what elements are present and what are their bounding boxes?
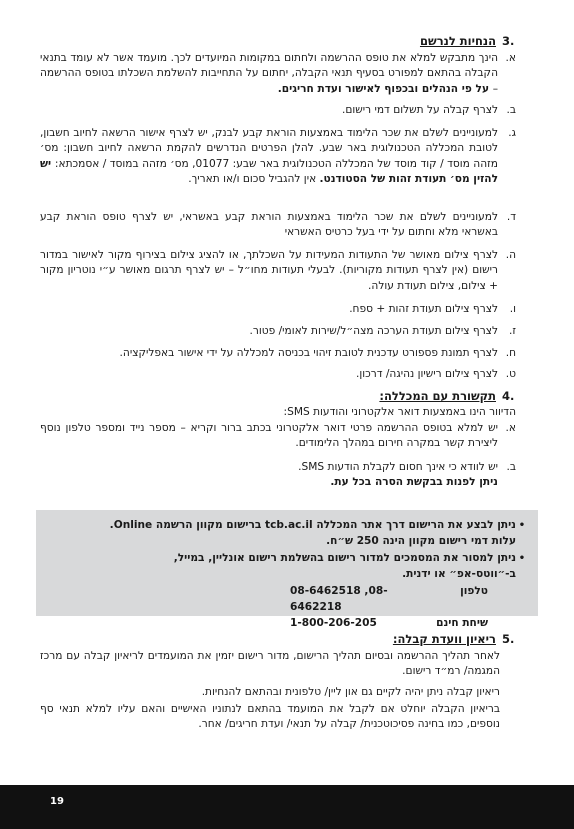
page-number: 19	[50, 796, 64, 807]
item-text: לצרף תמונת פספורט עדכנית לטובת זיהוי בכניסה למכללה על ידי אישור באפליקציה.	[119, 347, 498, 359]
free-call-label: שיחת חינם	[436, 616, 488, 629]
list-item	[40, 346, 516, 361]
bullet-icon: •	[518, 520, 526, 531]
item-bold: יש להזין מס׳ תעודת זהות של הסטודנט.	[40, 157, 498, 186]
item-bold: ניתן לפנות בבקשת הסרה בכל עת.	[330, 476, 498, 489]
online-registration-text: ניתן לבצע את הרישום דרך אתר המכללה tcb.ac.il ברישום מקוון הרשמה Online.	[109, 519, 516, 531]
phone-value: 08-6462518 ,08-6462218	[290, 585, 388, 613]
list-item	[40, 367, 516, 382]
list-item	[40, 103, 516, 118]
section-title: ריאיון וועדת קבלה:	[392, 632, 496, 646]
registration-fee-text: עלות דמי רישום מקוון הינה 250 ש״ח.	[326, 534, 516, 547]
item-text	[40, 126, 498, 188]
paragraph: ריאיון קבלה ניתן יהיה לקיים גם און ליין/ טלפונית ובהתאם להנחיות.	[201, 686, 500, 698]
section-number: .5	[502, 632, 515, 646]
list-item	[40, 324, 516, 339]
item-text	[40, 460, 498, 491]
registration-info-box	[36, 510, 538, 629]
item-marker: ד.	[506, 211, 516, 223]
item-bold: על פי הנהלים ובכפוף לאישור ועדת חריגים.	[277, 82, 493, 95]
section-4-heading	[40, 389, 516, 404]
item-marker: ח.	[505, 347, 516, 359]
list-item	[40, 248, 516, 294]
phone-row	[48, 584, 528, 615]
item-marker: ג.	[508, 127, 516, 139]
item-marker: ב.	[506, 461, 516, 473]
paragraph: לאחר תהליך ההרשמה ובסיום תהליך הרישום, מדור רישום יזמין את המועמדים לריאיון קבלה עם מרכז המגמה/ רמ״ד רישום.	[40, 650, 500, 678]
free-call-row	[48, 616, 528, 632]
section-4	[40, 389, 516, 404]
paragraph: בריאיון הקבלה יוחלט אם לקבל את המועמד בהתאם לנתוניו האישיים והאם עליו למלא תנאי סף נוספים, כמו בחינה פסיכוטכנית/ קבלה על תנאי/ ועדת חריגים/ אחר.	[40, 703, 500, 731]
section-title: תקשורת עם המכללה:	[379, 389, 496, 403]
section-number: .3	[502, 34, 515, 48]
item-marker: ט.	[505, 368, 516, 380]
item-marker: א.	[505, 422, 516, 434]
item-tail: אין להגביל סכום ו/או תאריך.	[188, 173, 320, 186]
item-body: יש לוודא כי אינך חסום לקבלת הודעות SMS.	[298, 461, 498, 473]
list-item	[40, 302, 516, 317]
info-bullet	[48, 518, 528, 549]
section-5-heading	[40, 632, 516, 647]
item-text	[40, 51, 498, 97]
section-3	[40, 34, 516, 49]
item-text: יש למלא בטופס ההרשמה פרטי דואר אלקטרוני בכתב ברור וקריא – מספר נייד ומספר טלפון נוסף ליצירת קשר במקרה חירום במהלך הלימודים.	[40, 422, 498, 450]
section-3-heading	[40, 34, 516, 49]
section-4-intro: הדיוור הינו באמצעות דואר אלקטרוני והודעות SMS:	[283, 406, 516, 418]
item-text: לצרף צילום תעודת הערכה מצה״ל/שירות לאומי/ פטור.	[249, 325, 498, 337]
documents-text-2: ב-״ווטס-אפ״ או ידנית.	[402, 567, 516, 580]
item-body: למעוניינים לשלם את שכר הלימוד באמצעות הוראת קבע לבנק, יש לצרף אישור הרשאה לחיוב חשבון, לטובת המכללה הטכנולוגית באר שבע. להלן הפרטים הנדרשים להקמת הרשאה לחיוב חשבון: מס׳ מזהה מוסד / קוד מוסד של המכללה הטכנולוגית באר שבע: 01077, מס׳ מזהה במוסד / אסמכתא:	[40, 127, 498, 170]
section-number: .4	[502, 389, 515, 403]
section-title: הנחיות לנרשם	[419, 34, 496, 48]
item-text: לצרף קבלה על תשלום דמי רישום.	[341, 104, 498, 116]
info-bullet	[48, 551, 528, 582]
item-marker: ז.	[508, 325, 516, 337]
bullet-text	[174, 551, 516, 582]
item-marker: ו.	[509, 303, 516, 315]
section-5	[40, 632, 516, 731]
bullet-text	[110, 518, 516, 549]
item-text: למעוניינים לשלם את שכר הלימוד באמצעות הוראת קבע באשראי, יש לצרף טופס הוראת קבע באשראי מלא וחתום על ידי בעל כרטיס האשראי	[40, 211, 498, 239]
item-marker: ה.	[505, 249, 516, 261]
page-footer	[0, 785, 574, 829]
item-text: לצרף צילום תעודת זהות + ספח.	[349, 303, 498, 315]
free-call-value: 1-800-206-205	[290, 616, 377, 629]
list-item	[40, 126, 516, 188]
list-item	[40, 210, 516, 241]
list-item	[40, 460, 516, 491]
documents-text: ניתן למסור את המסמכים למדור רישום בהשלמת רישום אונליין, במייל,	[173, 552, 516, 565]
item-marker: ב.	[506, 104, 516, 116]
list-item	[40, 51, 516, 97]
item-marker: א.	[505, 52, 516, 64]
list-item	[40, 421, 516, 452]
bullet-icon: •	[518, 553, 526, 565]
item-text: לצרף צילום מאושר של התעודות המעידות על השכלתך, או להציג צילום בצירוף מקור לאישור במדור רישום (אין לצרף תעודות מקוריות). לבעלי תעודות מחו״ל – יש לצרף תרגום מאושר ע״י נוטריון מקור + צילום, צילום תעודת עולה.	[40, 249, 498, 292]
item-body: הינך מתבקש למלא את טופס ההרשמה ולחתום במקומות המיועדים לכך. מועמד אשר לא עומד בתנאי הקבלה בהתאם למפורט בסעיף תנאי הקבלה, יחתום על התחייבות להשלמת השכלתו בטופס ההרשמה –	[40, 52, 498, 95]
phone-label: טלפון	[460, 585, 488, 598]
item-text: לצרף צילום רישיון נהיגה/ דרכון.	[355, 368, 498, 380]
